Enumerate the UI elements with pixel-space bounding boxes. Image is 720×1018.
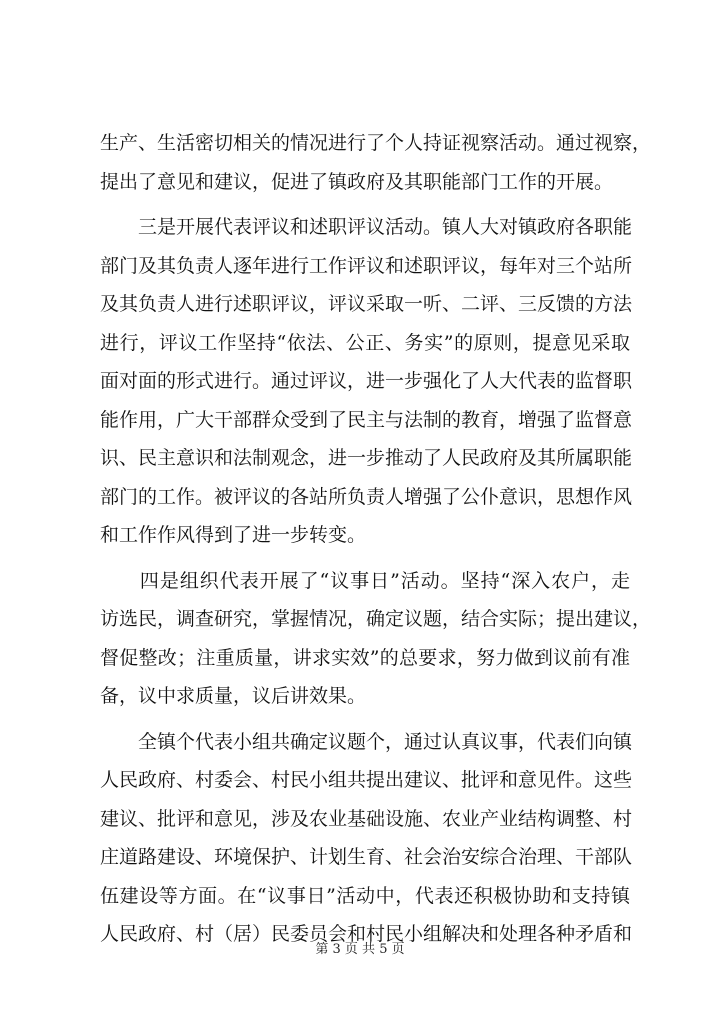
text-line: 部门的工作。被评议的各站所负责人增强了公仆意识，思想作风	[100, 485, 633, 508]
text-line: 三是开展代表评议和述职评议活动。镇人大对镇政府各职能	[100, 216, 633, 238]
paragraph-gap	[100, 201, 630, 208]
text-line: 部门及其负责人逐年进行工作评议和述职评议，每年对三个站所	[100, 254, 633, 277]
text-line: 和工作作风得到了进一步转变。	[100, 524, 367, 546]
paragraph-gap	[100, 716, 630, 723]
text-line: 面对面的形式进行。通过评议，进一步强化了人大代表的监督职	[100, 370, 633, 392]
text-line: 全镇个代表小组共确定议题个，通过认真议事，代表们向镇	[100, 730, 633, 753]
text-line: 能作用，广大干部群众受到了民主与法制的教育，增强了监督意	[100, 408, 633, 431]
text-line: 访选民，调查研究，掌握情况，确定议题，结合实际；提出建议，	[100, 608, 652, 630]
text-line: 识、民主意识和法制观念，进一步推动了人民政府及其所属职能	[100, 447, 633, 469]
text-line: 提出了意见和建议，促进了镇政府及其职能部门工作的开展。	[100, 170, 614, 193]
text-line: 庄道路建设、环境保护、计划生育、社会治安综合治理、干部队	[100, 846, 633, 868]
paragraph	[100, 124, 652, 201]
text-line: 及其负责人进行述职评议，评议采取一听、二评、三反馈的方法	[100, 293, 633, 315]
text-line: 人民政府、村委会、村民小组共提出建议、批评和意见件。这些	[100, 769, 633, 791]
text-line: 四是组织代表开展了“议事日”活动。坚持“深入农户，走	[100, 569, 630, 592]
paragraph	[100, 208, 633, 555]
text-line: 进行，评议工作坚持“依法、公正、务实”的原则，提意见采取	[100, 331, 630, 354]
text-line: 督促整改；注重质量，讲求实效”的总要求，努力做到议前有准	[100, 646, 630, 669]
page-footer: 第 3 页 共 5 页	[315, 942, 405, 957]
text-line: 建议、批评和意见，涉及农业基础设施、农业产业结构调整、村	[100, 807, 633, 830]
paragraph	[100, 723, 633, 954]
paragraph	[100, 562, 652, 716]
text-line: 生产、生活密切相关的情况进行了个人持证视察活动。通过视察，	[100, 132, 652, 154]
text-line: 伍建设等方面。在“议事日”活动中，代表还积极协助和支持镇	[100, 884, 630, 907]
paragraph-gap	[100, 555, 630, 562]
text-line: 人民政府、村（居）民委员会和村民小组解决和处理各种矛盾和	[100, 923, 633, 945]
text-line: 备，议中求质量，议后讲效果。	[100, 685, 367, 707]
body-text	[100, 124, 652, 954]
